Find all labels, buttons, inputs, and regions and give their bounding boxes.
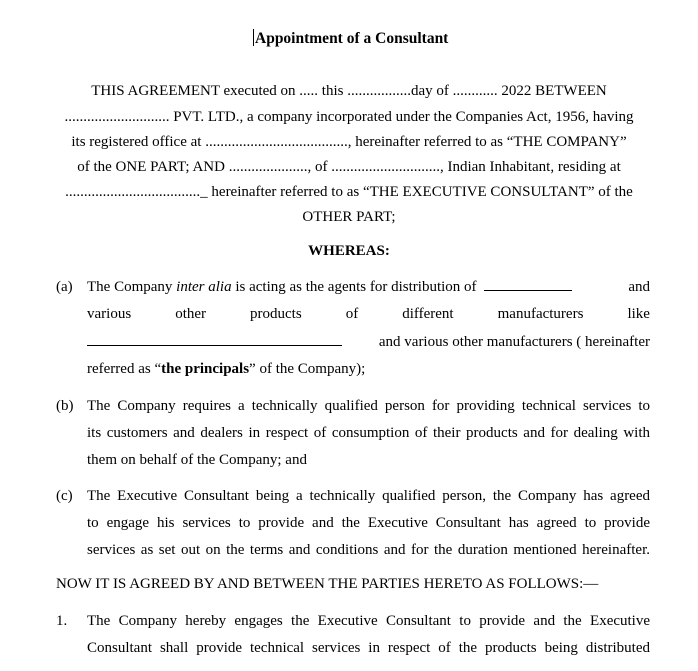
text-cursor	[253, 29, 254, 46]
preamble-line-1: THIS AGREEMENT executed on ..... this .................day of ............ 2022 BETWEEN	[91, 83, 607, 99]
preamble-line-2: ............................ PVT. LTD., a company incorporated under the Companies Act, 1956, having	[64, 109, 634, 125]
clause-b-line-3: them on behalf of the Company; and	[87, 452, 307, 468]
clause-c-line-1: The Executive Consultant being a technically qualified person, the Company has agreed	[87, 488, 650, 504]
preamble-line-3: its registered office at ......................................, hereinafter referred to as “THE COMPANY”	[71, 134, 627, 150]
blank-line	[484, 289, 572, 291]
clause-1-line-1: The Company hereby engages the Executive Consultant to provide and the Executive	[87, 613, 650, 629]
clause-a-line-3: and various other manufacturers ( hereinafter	[87, 334, 650, 351]
clause-a-label: (a)	[56, 279, 73, 295]
preamble-line-6: OTHER PART;	[302, 209, 396, 225]
agreement-heading: NOW IT IS AGREED BY AND BETWEEN THE PARTIES HERETO AS FOLLOWS:—	[56, 576, 599, 592]
clause-a-line-2: various other products of different manufacturers like	[87, 306, 650, 322]
clause-c-line-2: to engage his services to provide and the Executive Consultant has agreed to provide	[87, 515, 650, 531]
clause-c-line-3: services as set out on the terms and conditions and for the duration mentioned hereinafter.	[87, 542, 650, 558]
clause-b-line-2: its customers and dealers in respect of consumption of their products and for dealing with	[87, 425, 650, 441]
blank-line	[87, 344, 342, 346]
clause-b-line-1: The Company requires a technically qualified person for providing technical services to	[87, 398, 650, 414]
clause-1-label: 1.	[56, 613, 68, 629]
clause-a-line-1: The Company inter alia is acting as the agents for distribution of and	[87, 279, 650, 295]
clause-1-line-2: Consultant shall provide technical services in respect of the products being distributed	[87, 640, 650, 656]
clause-b-label: (b)	[56, 398, 74, 414]
document-title: Appointment of a Consultant	[255, 30, 449, 47]
clause-c-label: (c)	[56, 488, 73, 504]
whereas-heading: WHEREAS:	[308, 243, 390, 259]
clause-a-line-4: referred as “the principals” of the Company);	[87, 361, 366, 377]
preamble-line-5: ...................................._ hereinafter referred to as “THE EXECUTIVE CONSULTANT” of the	[65, 184, 633, 200]
preamble-line-4: of the ONE PART; AND ....................., of ............................., Indian Inhabitant, residing at	[77, 159, 621, 175]
